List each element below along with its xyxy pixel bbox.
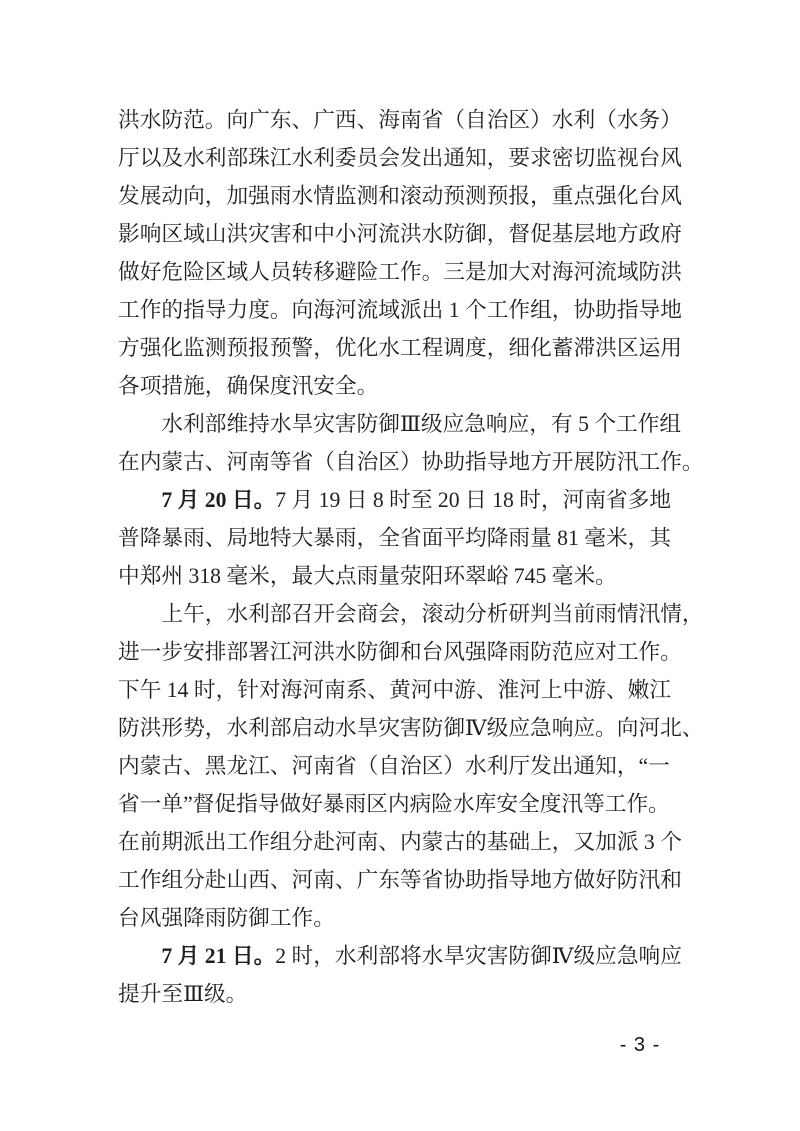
line-text: 在内蒙古、河南等省（自治区）协助指导地方开展防汛工作。 [118, 450, 704, 474]
text-line [118, 139, 684, 177]
text-line [118, 785, 684, 823]
line-text: 各项措施，确保度汛安全。 [118, 374, 379, 398]
text-line [118, 329, 684, 367]
text-line [118, 253, 684, 291]
text-line [118, 899, 684, 937]
line-text: 影响区域山洪灾害和中小河流洪水防御，督促基层地方政府 [118, 222, 682, 246]
line-text: 做好危险区域人员转移避险工作。三是加大对海河流域防洪 [118, 260, 682, 284]
line-text: 工作的指导力度。向海河流域派出 1 个工作组，协助指导地 [118, 298, 682, 322]
line-text: 防洪形势，水利部启动水旱灾害防御Ⅳ级应急响应。向河北、 [118, 716, 704, 740]
text-line [118, 823, 684, 861]
line-text: 厅以及水利部珠江水利委员会发出通知，要求密切监视台风 [118, 146, 682, 170]
text-line [118, 937, 684, 975]
text-line [118, 519, 684, 557]
document-body [118, 101, 704, 1013]
text-line [118, 405, 684, 443]
text-line [118, 101, 684, 139]
text-line [118, 975, 684, 1013]
text-line [118, 481, 684, 519]
paragraph-1 [118, 101, 684, 405]
text-line [118, 215, 684, 253]
line-text: 进一步安排部署江河洪水防御和台风强降雨防范应对工作。 [118, 640, 682, 664]
text-line [118, 671, 684, 709]
text-line [118, 861, 684, 899]
paragraph-2 [118, 405, 704, 481]
line-text: 2 时，水利部将水旱灾害防御Ⅳ级应急响应 [275, 944, 682, 968]
line-text: 7 月 19 日 8 时至 20 日 18 时，河南省多地 [275, 488, 672, 512]
line-text: 上午，水利部召开会商会，滚动分析研判当前雨情汛情， [161, 602, 704, 626]
text-line [118, 633, 684, 671]
line-text: 工作组分赴山西、河南、广东等省协助指导地方做好防汛和 [118, 868, 682, 892]
text-line [118, 177, 684, 215]
line-text: 普降暴雨、局地特大暴雨，全省面平均降雨量 81 毫米，其 [118, 526, 672, 550]
line-text: 提升至Ⅲ级。 [118, 982, 248, 1006]
paragraph-3 [118, 481, 684, 595]
text-line [118, 595, 704, 633]
date-lead: 7 月 21 日。 [161, 944, 276, 968]
page-number: - 3 - [619, 1034, 661, 1056]
line-text: 洪水防范。向广东、广西、海南省（自治区）水利（水务） [118, 108, 682, 132]
line-text: 中郑州 318 毫米，最大点雨量荥阳环翠峪 745 毫米。 [118, 564, 617, 588]
text-line [118, 291, 684, 329]
text-line [118, 367, 684, 405]
line-text: 水利部维持水旱灾害防御Ⅲ级应急响应，有 5 个工作组 [161, 412, 682, 436]
line-text: 下午 14 时，针对海河南系、黄河中游、淮河上中游、嫩江 [118, 678, 672, 702]
text-line [118, 557, 684, 595]
paragraph-4 [118, 595, 704, 937]
line-text: 内蒙古、黑龙江、河南省（自治区）水利厅发出通知，“一 [118, 754, 670, 778]
date-lead: 7 月 20 日。 [161, 488, 276, 512]
line-text: 方强化监测预报预警，优化水工程调度，细化蓄滞洪区运用 [118, 336, 682, 360]
text-line [118, 747, 684, 785]
text-line [118, 443, 704, 481]
line-text: 省一单”督促指导做好暴雨区内病险水库安全度汛等工作。 [118, 792, 670, 816]
line-text: 发展动向，加强雨水情监测和滚动预测预报，重点强化台风 [118, 184, 682, 208]
line-text: 台风强降雨防御工作。 [118, 906, 335, 930]
paragraph-5 [118, 937, 684, 1013]
text-line [118, 709, 704, 747]
line-text: 在前期派出工作组分赴河南、内蒙古的基础上，又加派 3 个 [118, 830, 682, 854]
